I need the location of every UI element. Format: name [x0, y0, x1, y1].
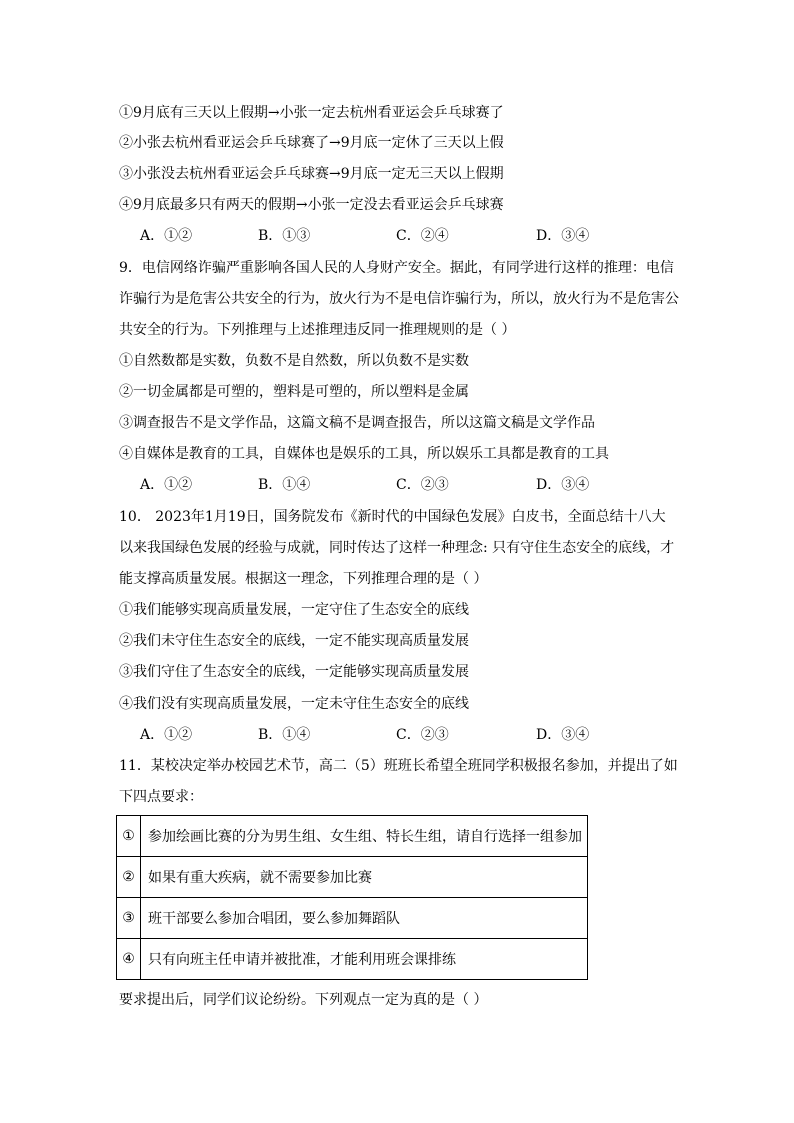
q9-option-a: A．①② [140, 477, 193, 493]
q8-options [140, 226, 660, 246]
table-row [117, 898, 588, 939]
q9-statement-1: ①自然数都是实数，负数不是自然数，所以负数不是实数 [119, 353, 469, 369]
q9-statement-2: ②一切金属都是可塑的，塑料是可塑的，所以塑料是金属 [119, 384, 469, 400]
q10-option-c: C．②③ [396, 727, 449, 743]
requirement-text: 班干部要么参加合唱团，要么参加舞蹈队 [141, 898, 588, 939]
q8-option-d: D．③④ [536, 228, 590, 244]
q9-option-d: D．③④ [536, 477, 590, 493]
table-row [117, 857, 588, 898]
requirement-number: ④ [117, 939, 141, 980]
q9-stem-line-1: 9．电信网络诈骗严重影响各国人民的人身财产安全。据此，有同学进行这样的推理：电信 [119, 260, 674, 276]
q9-options [140, 475, 660, 495]
q10-statement-1: ①我们能够实现高质量发展，一定守住了生态安全的底线 [119, 602, 469, 618]
q8-statement-1: ①9月底有三天以上假期→小张一定去杭州看亚运会乒乓球赛了 [119, 105, 504, 121]
q9-statement-3: ③调查报告不是文学作品，这篇文稿不是调查报告，所以这篇文稿是文学作品 [119, 415, 595, 431]
q10-option-b: B．①④ [258, 727, 311, 743]
q8-option-a: A．①② [140, 228, 193, 244]
q9-stem-line-3: 共安全的行为。下列推理与上述推理违反同一推理规则的是（ ） [119, 322, 516, 338]
q8-option-b: B．①③ [258, 228, 311, 244]
requirement-text: 只有向班主任申请并被批准，才能利用班会课排练 [141, 939, 588, 980]
requirement-number: ② [117, 857, 141, 898]
requirement-number: ③ [117, 898, 141, 939]
requirement-number: ① [117, 816, 141, 857]
q10-statement-2: ②我们未守住生态安全的底线，一定不能实现高质量发展 [119, 633, 469, 649]
q9-stem-line-2: 诈骗行为是危害公共安全的行为，放火行为不是电信诈骗行为，所以，放火行为不是危害公 [119, 291, 679, 307]
q9-statement-4: ④自媒体是教育的工具，自媒体也是娱乐的工具，所以娱乐工具都是教育的工具 [119, 446, 609, 462]
q11-prompt: 要求提出后，同学们议论纷纷。下列观点一定为真的是（ ） [119, 992, 488, 1008]
q10-stem-line-3: 能支撑高质量发展。根据这一理念，下列推理合理的是（ ） [119, 571, 488, 587]
q10-stem-line-2: 以来我国绿色发展的经验与成就，同时传达了这样一种理念: 只有守住生态安全的底线，才 [119, 540, 675, 556]
q9-option-b: B．①④ [258, 477, 311, 493]
q8-statement-2: ②小张去杭州看亚运会乒乓球赛了→9月底一定休了三天以上假 [119, 135, 504, 151]
q11-stem-line-1: 11．某校决定举办校园艺术节，高二（5）班班长希望全班同学积极报名参加，并提出了如 [119, 758, 678, 774]
q8-statement-3: ③小张没去杭州看亚运会乒乓球赛→9月底一定无三天以上假期 [119, 166, 504, 182]
q11-stem-line-2: 下四点要求： [119, 789, 203, 805]
q10-statement-4: ④我们没有实现高质量发展，一定未守住生态安全的底线 [119, 696, 469, 712]
requirement-text: 参加绘画比赛的分为男生组、女生组、特长生组，请自行选择一组参加 [141, 816, 588, 857]
table-row [117, 816, 588, 857]
q9-option-c: C．②③ [396, 477, 449, 493]
q8-statement-4: ④9月底最多只有两天的假期→小张一定没去看亚运会乒乓球赛 [119, 197, 504, 213]
q10-options [140, 725, 660, 745]
q10-stem-line-1: 10． 2023年1月19日，国务院发布《新时代的中国绿色发展》白皮书，全面总结十八大 [119, 509, 666, 525]
requirements-table [116, 815, 588, 980]
q10-option-d: D．③④ [536, 727, 590, 743]
table-row [117, 939, 588, 980]
q10-statement-3: ③我们守住了生态安全的底线，一定能够实现高质量发展 [119, 664, 469, 680]
q8-option-c: C．②④ [396, 228, 449, 244]
q10-option-a: A．①② [140, 727, 193, 743]
requirement-text: 如果有重大疾病，就不需要参加比赛 [141, 857, 588, 898]
